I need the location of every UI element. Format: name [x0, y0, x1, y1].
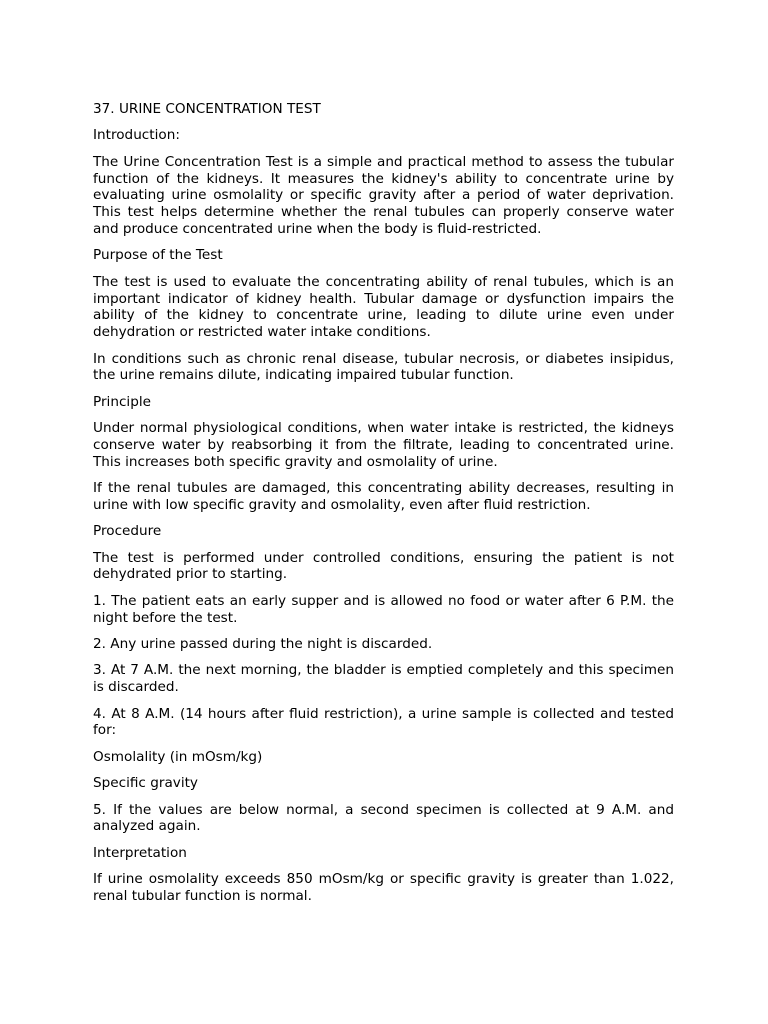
principle-heading: Principle [93, 393, 151, 410]
procedure-step: 4. At 8 A.M. (14 hours after fluid restriction), a urine sample is collected and tested for: [93, 705, 674, 739]
procedure-step: 5. If the values are below normal, a second specimen is collected at 9 A.M. and analyzed again. [93, 801, 674, 835]
purpose-paragraph: In conditions such as chronic renal disease, tubular necrosis, or diabetes insipidus, the urine remains dilute, indicating impaired tubular function. [93, 350, 674, 384]
document-title: 37. URINE CONCENTRATION TEST [93, 101, 321, 117]
introduction-heading: Introduction: [93, 127, 180, 144]
purpose-heading: Purpose of the Test [93, 247, 223, 264]
introduction-paragraph: The Urine Concentration Test is a simple and practical method to assess the tubular function of the kidneys. It measures the kidney's ability to concentrate urine by evaluating urine osmolality or specific gravity after a period of water deprivation. This test helps determine whether the renal tubules can properly conserve water and produce concentrated urine when the body is fluid-restricted. [93, 153, 674, 237]
procedure-step: 2. Any urine passed during the night is discarded. [93, 636, 433, 653]
principle-paragraph: If the renal tubules are damaged, this concentrating ability decreases, resulting in urine with low specific gravity and osmolality, even after fluid restriction. [93, 480, 674, 513]
procedure-step: 3. At 7 A.M. the next morning, the bladder is emptied completely and this specimen is discarded. [93, 662, 674, 696]
document-body [93, 101, 674, 914]
procedure-heading: Procedure [93, 523, 162, 540]
interpretation-paragraph: If urine osmolality exceeds 850 mOsm/kg or specific gravity is greater than 1.022, renal tubular function is normal. [93, 871, 674, 904]
principle-paragraph: Under normal physiological conditions, when water intake is restricted, the kidneys conserve water by reabsorbing it from the filtrate, leading to concentrated urine. This increases both specific gravity and osmolality of urine. [93, 420, 674, 470]
procedure-intro: The test is performed under controlled conditions, ensuring the patient is not dehydrated prior to starting. [93, 549, 674, 583]
tested-item: Specific gravity [93, 775, 198, 792]
purpose-paragraph: The test is used to evaluate the concentrating ability of renal tubules, which is an important indicator of kidney health. Tubular damage or dysfunction impairs the ability of the kidney to concentrate urine, leading to dilute urine even under dehydration or restricted water intake conditions. [93, 273, 674, 341]
procedure-step: 1. The patient eats an early supper and is allowed no food or water after 6 P.M. the night before the test. [93, 592, 674, 626]
interpretation-heading: Interpretation [93, 844, 187, 861]
tested-item: Osmolality (in mOsm/kg) [93, 748, 263, 765]
